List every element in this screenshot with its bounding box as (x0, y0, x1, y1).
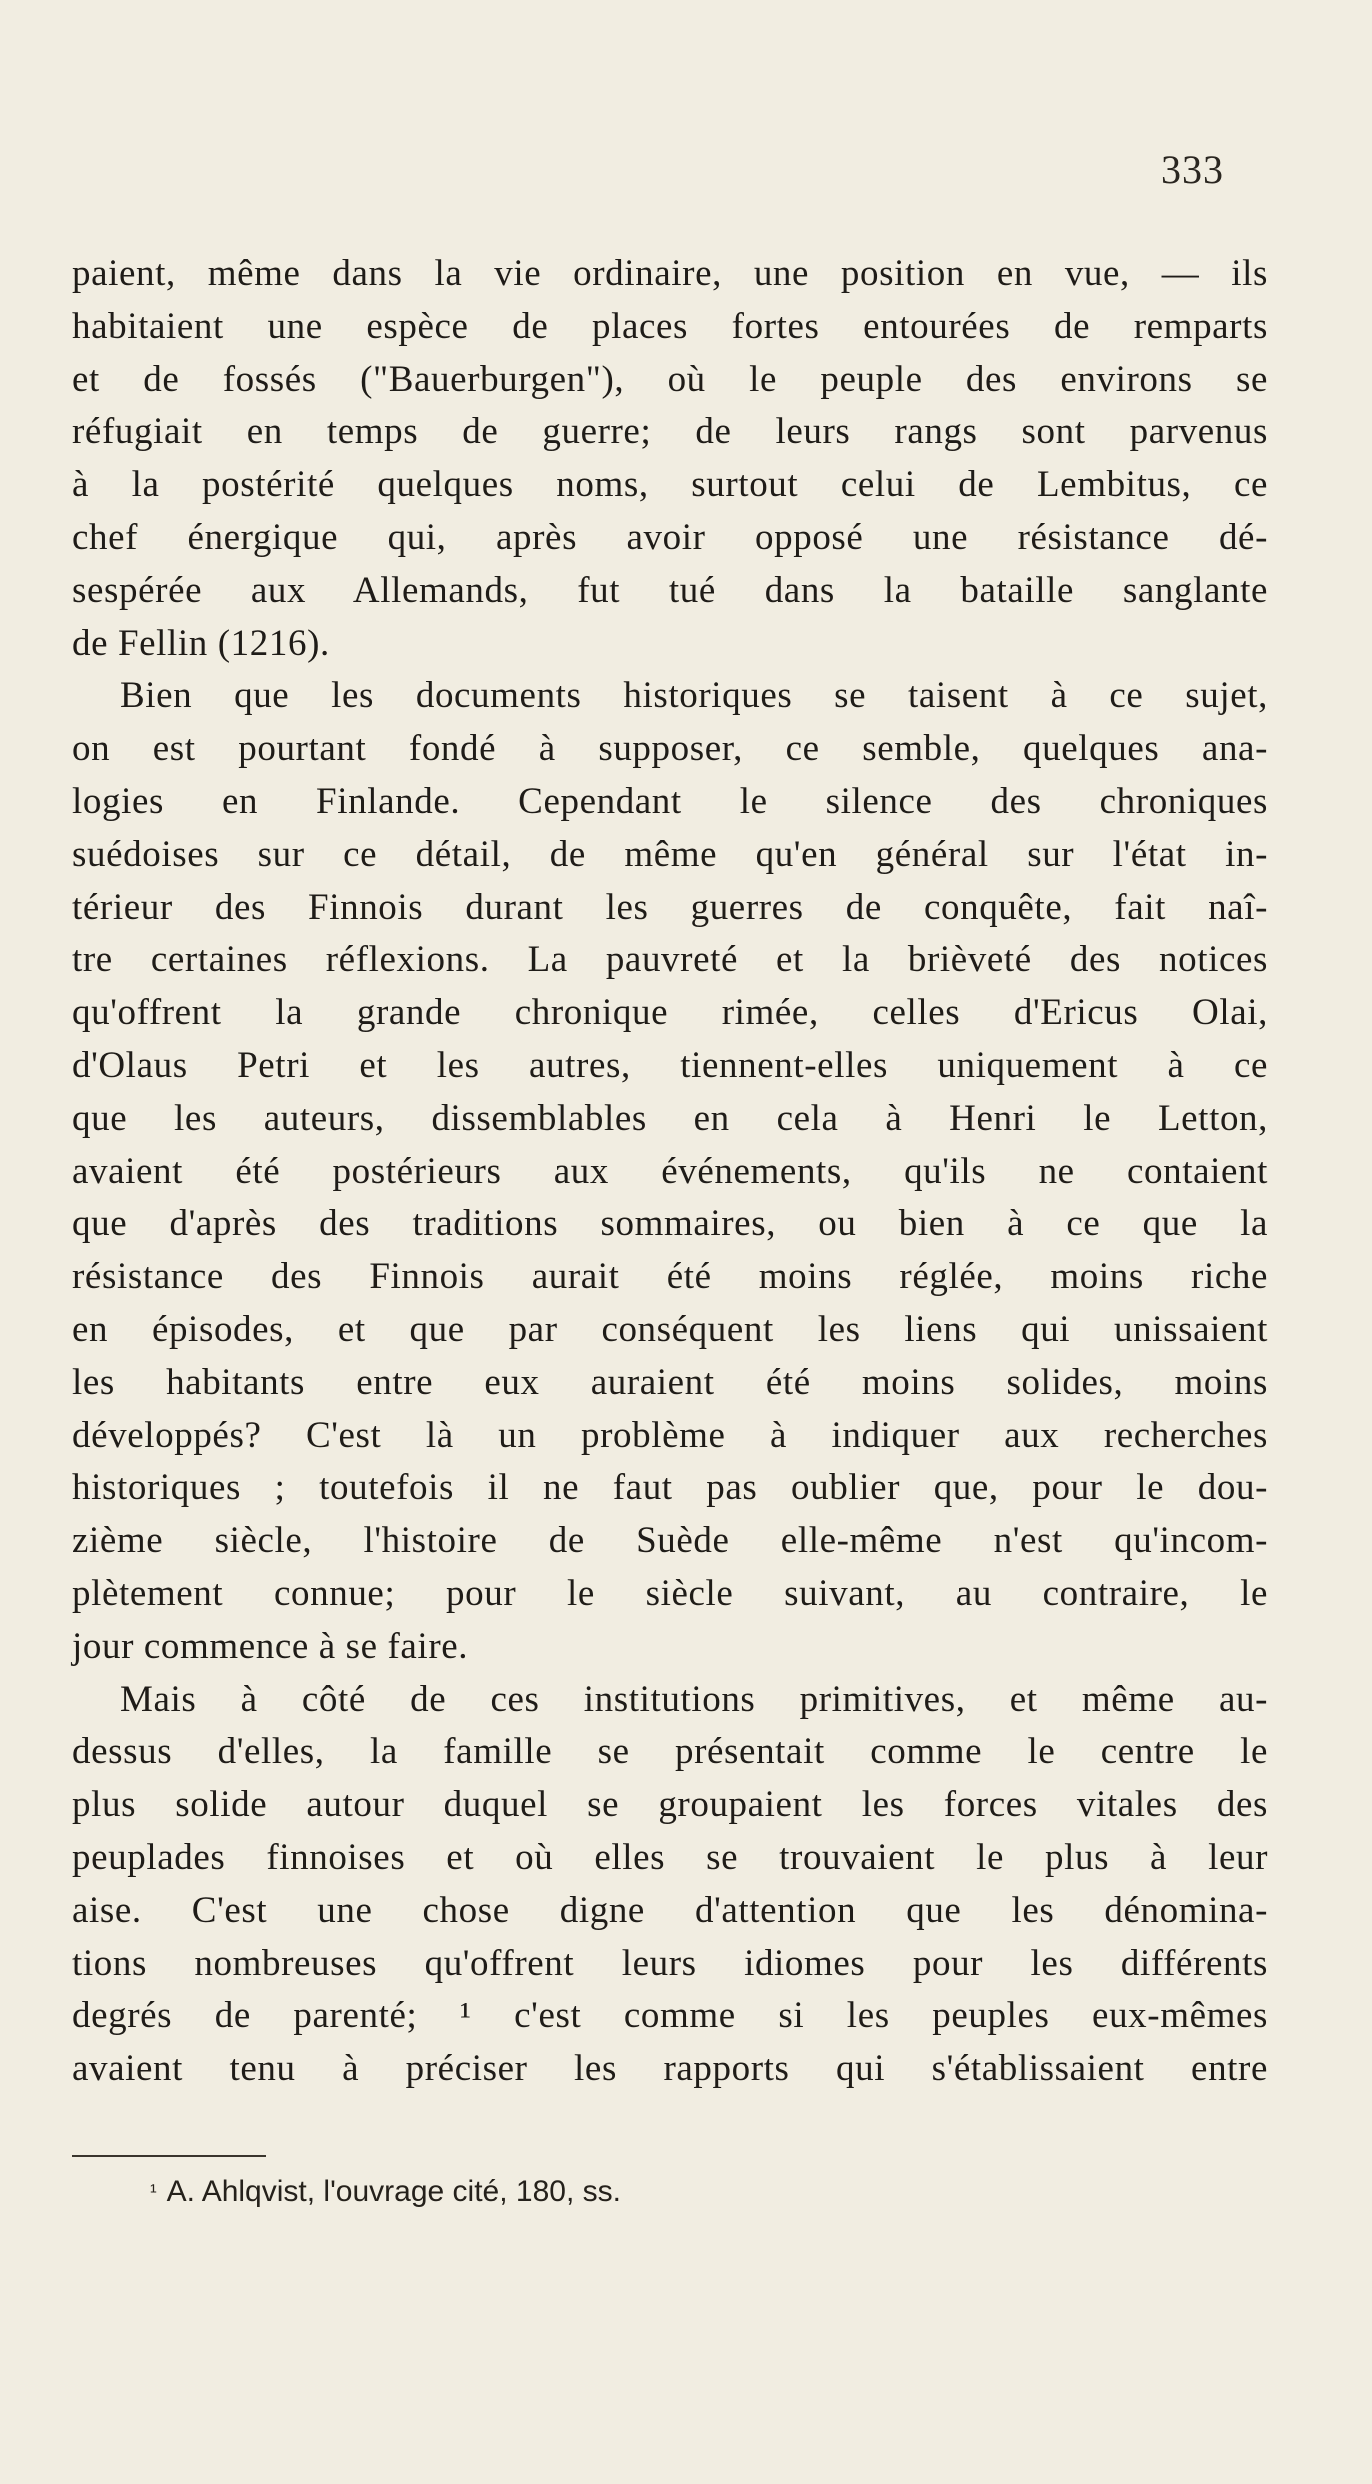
text-line: historiques ; toutefois il ne faut pas oublier que, pour le dou- (72, 1467, 1268, 1509)
text-line: peuplades finnoises et où elles se trouvaient le plus à leur (72, 1836, 1268, 1878)
text-line: avaient été postérieurs aux événements, qu'ils ne contaient (72, 1150, 1268, 1192)
text-line: d'Olaus Petri et les autres, tiennent-elles uniquement à ce (72, 1044, 1268, 1086)
text-line: zième siècle, l'histoire de Suède elle-même n'est qu'incom- (72, 1520, 1268, 1562)
text-line: que d'après des traditions sommaires, ou bien à ce que la (72, 1203, 1268, 1245)
footnote-marker: ¹ (150, 2181, 157, 2203)
text-line: plus solide autour duquel se groupaient les forces vitales des (72, 1784, 1268, 1826)
text-line: les habitants entre eux auraient été moins solides, moins (72, 1361, 1268, 1403)
text-line: que les auteurs, dissemblables en cela à Henri le Letton, (72, 1097, 1268, 1139)
footnote-divider (72, 2155, 266, 2157)
footnote-text: A. Ahlqvist, l'ouvrage cité, 180, ss. (166, 2175, 621, 2208)
text-line: dessus d'elles, la famille se présentait comme le centre le (72, 1731, 1268, 1773)
text-line: résistance des Finnois aurait été moins réglée, moins riche (72, 1256, 1268, 1298)
text-line: en épisodes, et que par conséquent les liens qui unissaient (72, 1308, 1268, 1350)
text-line: plètement connue; pour le siècle suivant, au contraire, le (72, 1572, 1268, 1614)
text-line: habitaient une espèce de places fortes entourées de remparts (72, 305, 1268, 347)
text-line: suédoises sur ce détail, de même qu'en général sur l'état in- (72, 833, 1268, 875)
text-line: à la postérité quelques noms, surtout celui de Lembitus, ce (72, 464, 1268, 506)
paragraph-start-line: Mais à côté de ces institutions primitives, et même au- (120, 1678, 1268, 1720)
text-line: térieur des Finnois durant les guerres de conquête, fait naî- (72, 886, 1268, 928)
text-line: tre certaines réflexions. La pauvreté et la brièveté des notices (72, 939, 1268, 981)
text-line: de Fellin (1216). (72, 622, 330, 664)
text-line: sespérée aux Allemands, fut tué dans la bataille sanglante (72, 569, 1268, 611)
text-line: réfugiait en temps de guerre; de leurs rangs sont parvenus (72, 411, 1268, 453)
text-line: degrés de parenté; ¹ c'est comme si les peuples eux-mêmes (72, 1995, 1268, 2037)
text-line: développés? C'est là un problème à indiquer aux recherches (72, 1414, 1268, 1456)
text-line: jour commence à se faire. (72, 1625, 469, 1667)
text-line: logies en Finlande. Cependant le silence des chroniques (72, 780, 1268, 822)
text-line: avaient tenu à préciser les rapports qui s'établissaient entre (72, 2048, 1268, 2090)
text-line: on est pourtant fondé à supposer, ce semble, quelques ana- (72, 728, 1268, 770)
text-line: paient, même dans la vie ordinaire, une position en vue, — ils (72, 253, 1268, 294)
text-line: tions nombreuses qu'offrent leurs idiomes pour les différents (72, 1942, 1268, 1984)
body-text (72, 248, 1268, 2096)
page-number: 333 (1161, 147, 1224, 192)
text-line: chef énergique qui, après avoir opposé une résistance dé- (72, 516, 1268, 558)
text-line: et de fossés ("Bauerburgen"), où le peuple des environs se (72, 358, 1268, 400)
text-line: aise. C'est une chose digne d'attention que les dénomina- (72, 1889, 1268, 1931)
text-line: qu'offrent la grande chronique rimée, celles d'Ericus Olai, (72, 992, 1268, 1034)
paragraph-start-line: Bien que les documents historiques se taisent à ce sujet, (120, 675, 1268, 717)
footnote (150, 2172, 621, 2212)
